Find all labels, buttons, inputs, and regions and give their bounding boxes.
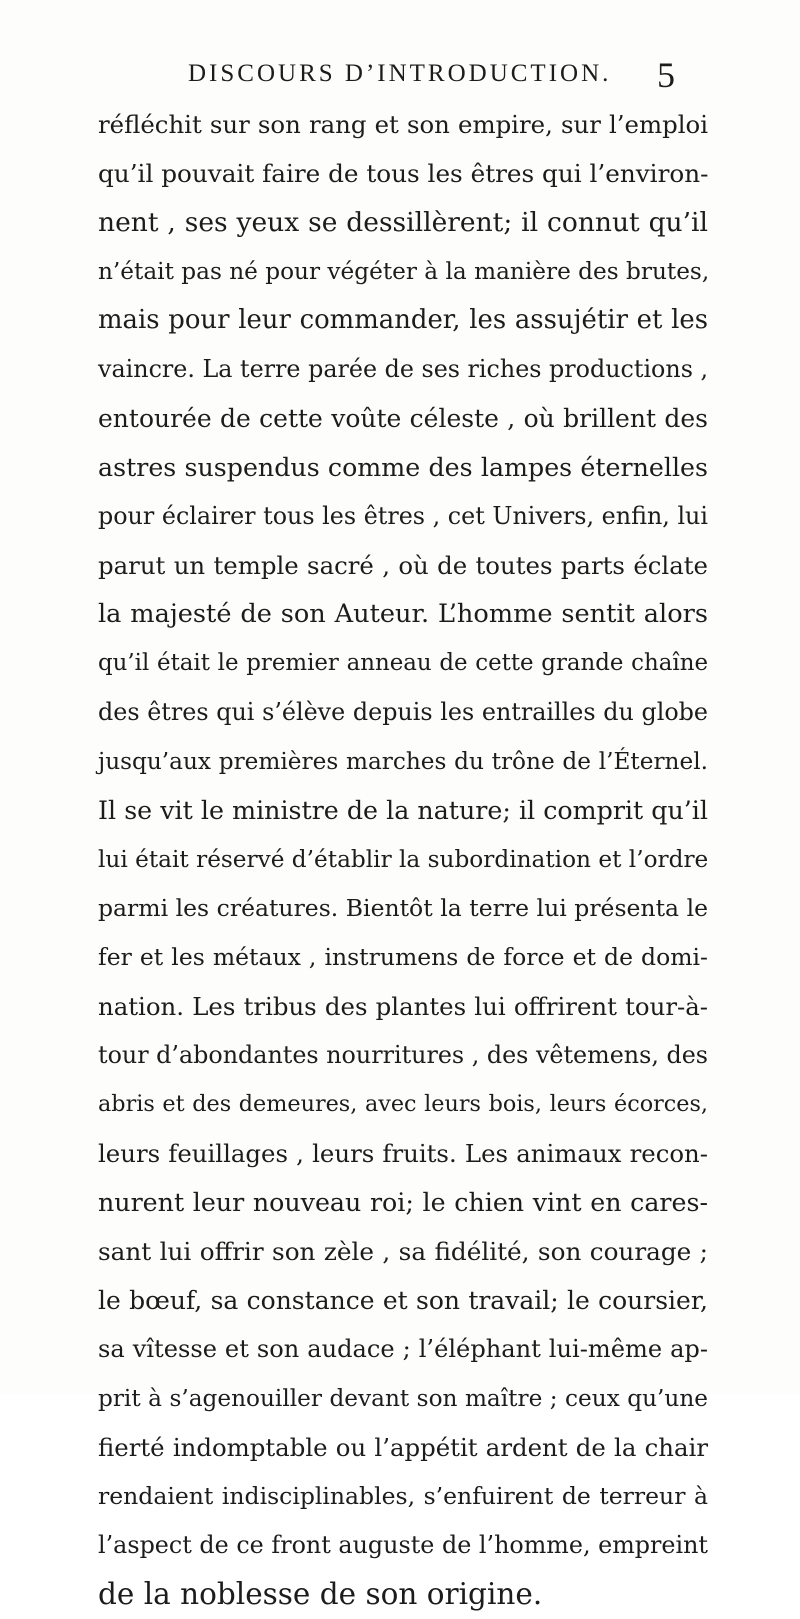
text-line: nation. Les tribus des plantes lui offrirent tour-à-	[98, 992, 708, 1021]
text-line: pour éclairer tous les êtres , cet Univers, enfin, lui	[98, 502, 708, 530]
text-line: qu’il pouvait faire de tous les êtres qui l’environ-	[98, 159, 709, 188]
text-line: n’était pas né pour végéter à la manière des brutes,	[98, 258, 710, 285]
text-line: prit à s’agenouiller devant son maître ; ceux qu’une	[98, 1385, 708, 1412]
text-line: jusqu’aux premières marches du trône de l’Éternel.	[98, 748, 708, 775]
text-line: parut un temple sacré , où de toutes parts éclate	[98, 551, 708, 580]
text-line: vaincre. La terre parée de ses riches productions ,	[98, 355, 709, 383]
text-line: parmi les créatures. Bientôt la terre lui présenta le	[98, 894, 708, 922]
text-line: fierté indomptable ou l’appétit ardent de la chair	[98, 1433, 708, 1462]
text-line: réfléchit sur son rang et son empire, sur l’emploi	[98, 110, 708, 139]
text-line: astres suspendus comme des lampes éternelles	[98, 453, 708, 482]
text-line: le bœuf, sa constance et son travail; le coursier,	[98, 1286, 708, 1315]
body-text	[98, 100, 708, 1619]
page-number: 5	[657, 55, 675, 95]
running-title: DISCOURS D’INTRODUCTION.	[188, 60, 612, 87]
text-line: fer et les métaux , instrumens de force et de domi-	[98, 943, 708, 971]
text-line: l’aspect de ce front auguste de l’homme, empreint	[98, 1531, 708, 1559]
text-line: sant lui offrir son zèle , sa fidélité, son courage ;	[98, 1237, 708, 1266]
text-line: Il se vit le ministre de la nature; il comprit qu’il	[98, 796, 708, 825]
text-line: leurs feuillages , leurs fruits. Les animaux recon-	[98, 1139, 708, 1168]
text-line: des êtres qui s’élève depuis les entrailles du globe	[98, 698, 708, 726]
text-line: la majesté de son Auteur. L’homme sentit alors	[98, 599, 708, 629]
text-line: qu’il était le premier anneau de cette grande chaîne	[98, 650, 708, 676]
text-line: entourée de cette voûte céleste , où brillent des	[98, 404, 708, 433]
text-line: sa vîtesse et son audace ; l’éléphant lui-même ap-	[98, 1335, 708, 1363]
text-line: nurent leur nouveau roi; le chien vint en cares-	[98, 1188, 708, 1217]
text-line: abris et des demeures, avec leurs bois, leurs écorces,	[98, 1091, 708, 1117]
text-line: lui était réservé d’établir la subordination et l’ordre	[98, 846, 709, 873]
text-line: tour d’abondantes nourritures , des vêtemens, des	[98, 1041, 708, 1069]
text-line: de la noblesse de son origine.	[98, 1577, 543, 1611]
text-line: nent , ses yeux se dessillèrent; il connut qu’il	[98, 207, 708, 238]
text-line: rendaient indisciplinables, s’enfuirent de terreur à	[98, 1482, 708, 1510]
text-line: mais pour leur commander, les assujétir et les	[98, 305, 708, 335]
